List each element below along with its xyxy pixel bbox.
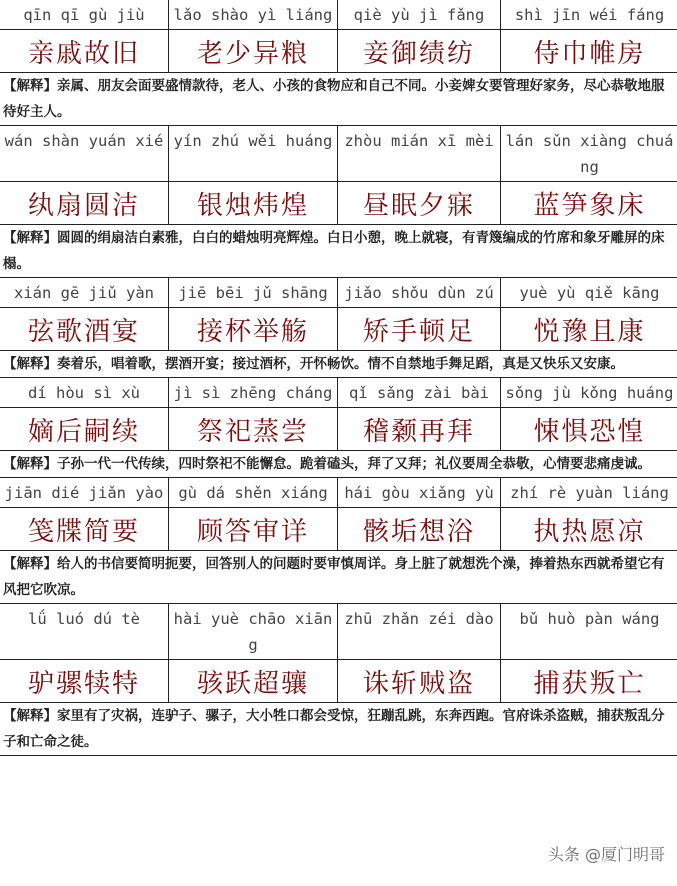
explanation-row	[0, 73, 677, 126]
idiom-cell: 顾答审详	[169, 508, 338, 551]
pinyin-row	[0, 378, 677, 408]
idiom-cell: 稽颡再拜	[338, 408, 501, 451]
idiom-cell: 嫡后嗣续	[0, 408, 169, 451]
explanation-row	[0, 551, 677, 604]
idiom-cell: 弦歌酒宴	[0, 308, 169, 351]
pinyin-cell: yuè yù qiě kāng	[501, 278, 677, 308]
pinyin-cell: sǒng jù kǒng huáng	[501, 378, 677, 408]
pinyin-cell: jiē bēi jǔ shāng	[169, 278, 338, 308]
pinyin-cell: jiān dié jiǎn yào	[0, 478, 169, 508]
idiom-cell: 悦豫且康	[501, 308, 677, 351]
idiom-cell: 捕获叛亡	[501, 660, 677, 703]
idiom-cell: 亲戚故旧	[0, 30, 169, 73]
idiom-cell: 蓝笋象床	[501, 182, 677, 225]
pinyin-cell: jiǎo shǒu dùn zú	[338, 278, 501, 308]
pinyin-cell: dí hòu sì xù	[0, 378, 169, 408]
idiom-cell: 骇跃超骧	[169, 660, 338, 703]
idiom-cell: 接杯举觞	[169, 308, 338, 351]
explanation-text: 【解释】奏着乐，唱着歌，摆酒开宴；接过酒杯，开怀畅饮。情不自禁地手舞足蹈，真是又快乐又安康。	[0, 351, 677, 378]
idiom-cell: 骸垢想浴	[338, 508, 501, 551]
pinyin-cell: gù dá shěn xiáng	[169, 478, 338, 508]
idiom-row	[0, 30, 677, 73]
idiom-cell: 银烛炜煌	[169, 182, 338, 225]
pinyin-row	[0, 478, 677, 508]
explanation-text: 【解释】子孙一代一代传续，四时祭祀不能懈怠。跪着磕头，拜了又拜；礼仪要周全恭敬，心情要悲痛虔诚。	[0, 451, 677, 478]
idiom-row	[0, 508, 677, 551]
idiom-cell: 笺牒简要	[0, 508, 169, 551]
idiom-cell: 执热愿凉	[501, 508, 677, 551]
pinyin-row	[0, 278, 677, 308]
explanation-row	[0, 351, 677, 378]
pinyin-cell: qǐ sǎng zài bài	[338, 378, 501, 408]
explanation-text: 【解释】家里有了灾祸，连驴子、骡子，大小牲口都会受惊，狂蹦乱跳，东奔西跑。官府诛杀盗贼，捕获叛乱分子和亡命之徒。	[0, 703, 677, 756]
pinyin-cell: qīn qī gù jiù	[0, 0, 169, 30]
pinyin-cell: jì sì zhēng cháng	[169, 378, 338, 408]
pinyin-cell: lǘ luó dú tè	[0, 604, 169, 660]
pinyin-cell: qiè yù jì fǎng	[338, 0, 501, 30]
pinyin-cell: hài yuè chāo xiāng	[169, 604, 338, 660]
idiom-cell: 昼眠夕寐	[338, 182, 501, 225]
pinyin-row	[0, 604, 677, 660]
idiom-row	[0, 308, 677, 351]
pinyin-row	[0, 126, 677, 182]
pinyin-cell: wán shàn yuán xié	[0, 126, 169, 182]
idiom-cell: 祭祀蒸尝	[169, 408, 338, 451]
idiom-cell: 诛斩贼盗	[338, 660, 501, 703]
explanation-text: 【解释】给人的书信要简明扼要，回答别人的问题时要审慎周详。身上脏了就想洗个澡，捧着热东西就希望它有风把它吹凉。	[0, 551, 677, 604]
idiom-row	[0, 182, 677, 225]
explanation-text: 【解释】亲属、朋友会面要盛情款待，老人、小孩的食物应和自己不同。小妾婢女要管理好家务，尽心恭敬地服待好主人。	[0, 73, 677, 126]
pinyin-cell: zhí rè yuàn liáng	[501, 478, 677, 508]
pinyin-cell: shì jīn wéi fáng	[501, 0, 677, 30]
explanation-row	[0, 703, 677, 756]
pinyin-cell: zhū zhǎn zéi dào	[338, 604, 501, 660]
idiom-cell: 侍巾帷房	[501, 30, 677, 73]
watermark: 头条 @厦门明哥	[547, 845, 665, 864]
idiom-cell: 悚惧恐惶	[501, 408, 677, 451]
pinyin-cell: zhòu mián xī mèi	[338, 126, 501, 182]
pinyin-cell: bǔ huò pàn wáng	[501, 604, 677, 660]
pinyin-cell: hái gòu xiǎng yù	[338, 478, 501, 508]
idiom-cell: 矫手顿足	[338, 308, 501, 351]
idiom-cell: 驴骡犊特	[0, 660, 169, 703]
explanation-row	[0, 225, 677, 278]
pinyin-cell: xián gē jiǔ yàn	[0, 278, 169, 308]
idiom-row	[0, 408, 677, 451]
pinyin-row	[0, 0, 677, 30]
pinyin-cell: yín zhú wěi huáng	[169, 126, 338, 182]
idiom-row	[0, 660, 677, 703]
pinyin-cell: lǎo shào yì liáng	[169, 0, 338, 30]
idiom-cell: 老少异粮	[169, 30, 338, 73]
idiom-cell: 纨扇圆洁	[0, 182, 169, 225]
idiom-cell: 妾御绩纺	[338, 30, 501, 73]
explanation-row	[0, 451, 677, 478]
explanation-text: 【解释】圆圆的绢扇洁白素雅，白白的蜡烛明亮辉煌。白日小憩，晚上就寝，有青篾编成的竹席和象牙雕屏的床榻。	[0, 225, 677, 278]
pinyin-cell: lán sǔn xiàng chuáng	[501, 126, 677, 182]
